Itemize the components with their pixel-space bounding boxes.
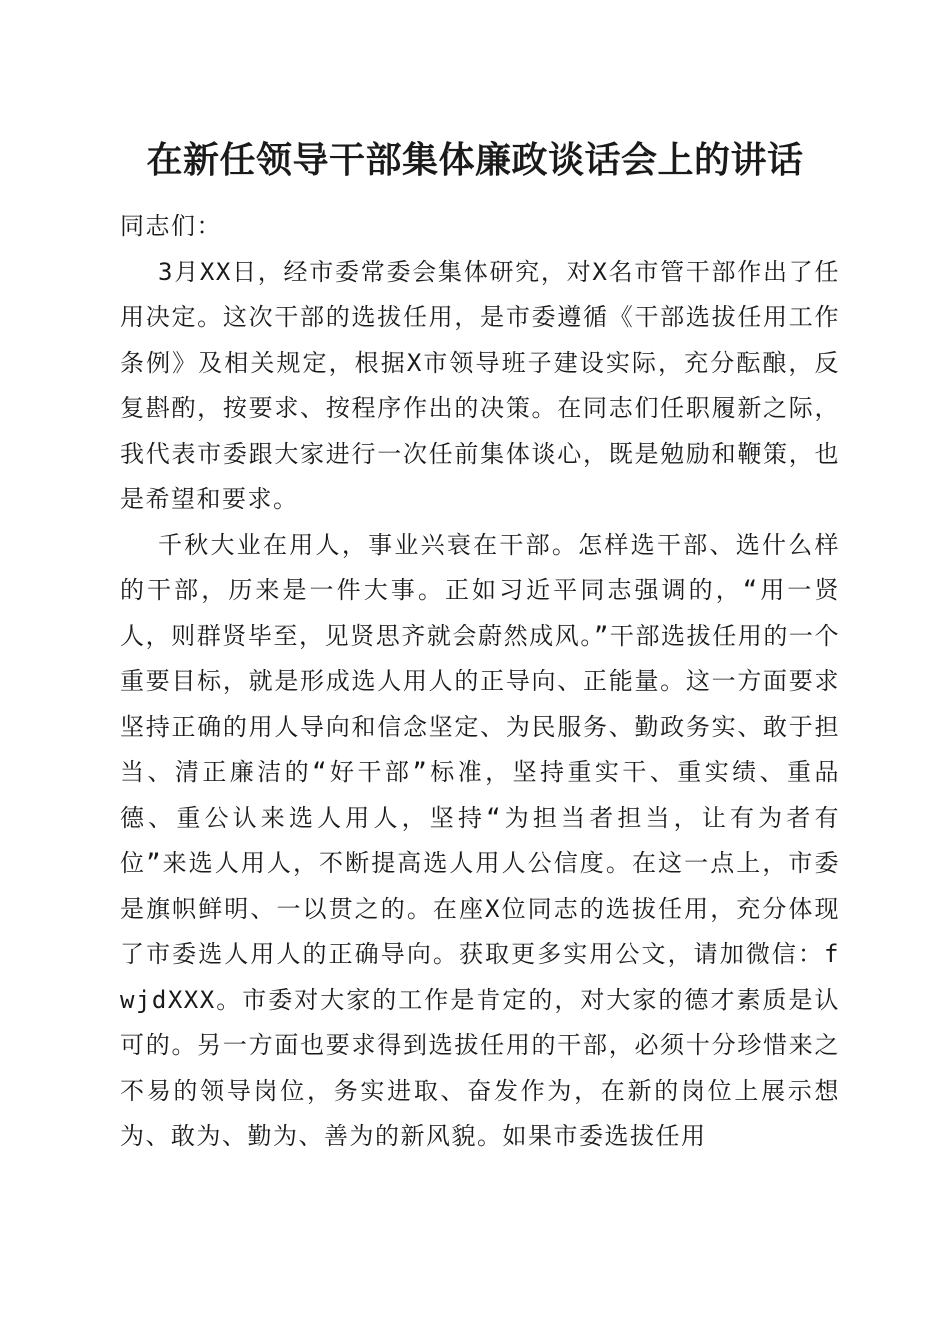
paragraph-appointment: 3月XX日，经市委常委会集体研究，对X名市管干部作出了任用决定。这次干部的选拔任用，是市委遵循《干部选拔任用工作条例》及相关规定，根据X市领导班子建设实际，充分酝酿，反复斟酌，按要求、按程序作出的决策。在同志们任职履新之际，我代表市委跟大家进行一次任前集体谈心，既是勉励和鞭策，也是希望和要求。 xyxy=(120,257,840,513)
document-title: 在新任领导干部集体廉政谈话会上的讲话 xyxy=(146,139,804,181)
paragraph-cadre-selection: 千秋大业在用人，事业兴衰在干部。怎样选干部、选什么样的干部，历来是一件大事。正如习近平同志强调的，“用一贤人，则群贤毕至，见贤思齐就会蔚然成风。”干部选拔任用的一个重要目标，就是形成选人用人的正导向、正能量。这一方面要求坚持正确的用人导向和信念坚定、为民服务、勤政务实、敢于担当、清正廉洁的“好干部”标准，坚持重实干、重实绩、重品德、重公认来选人用人，坚持“为担当者担当，让有为者有位”来选人用人，不断提高选人用人公信度。在这一点上，市委是旗帜鲜明、一以贯之的。在座X位同志的选拔任用，充分体现了市委选人用人的正确导向。获取更多实用公文，请加微信：fwjdXXX。市委对大家的工作是肯定的，对大家的德才素质是认可的。另一方面也要求得到选拔任用的干部，必须十分珍惜来之不易的领导岗位，务实进取、奋发作为，在新的岗位上展示想为、敢为、勤为、善为的新风貌。如果市委选拔任用 xyxy=(120,530,840,1150)
salutation: 同志们： xyxy=(120,212,222,240)
document-body xyxy=(120,204,840,1160)
